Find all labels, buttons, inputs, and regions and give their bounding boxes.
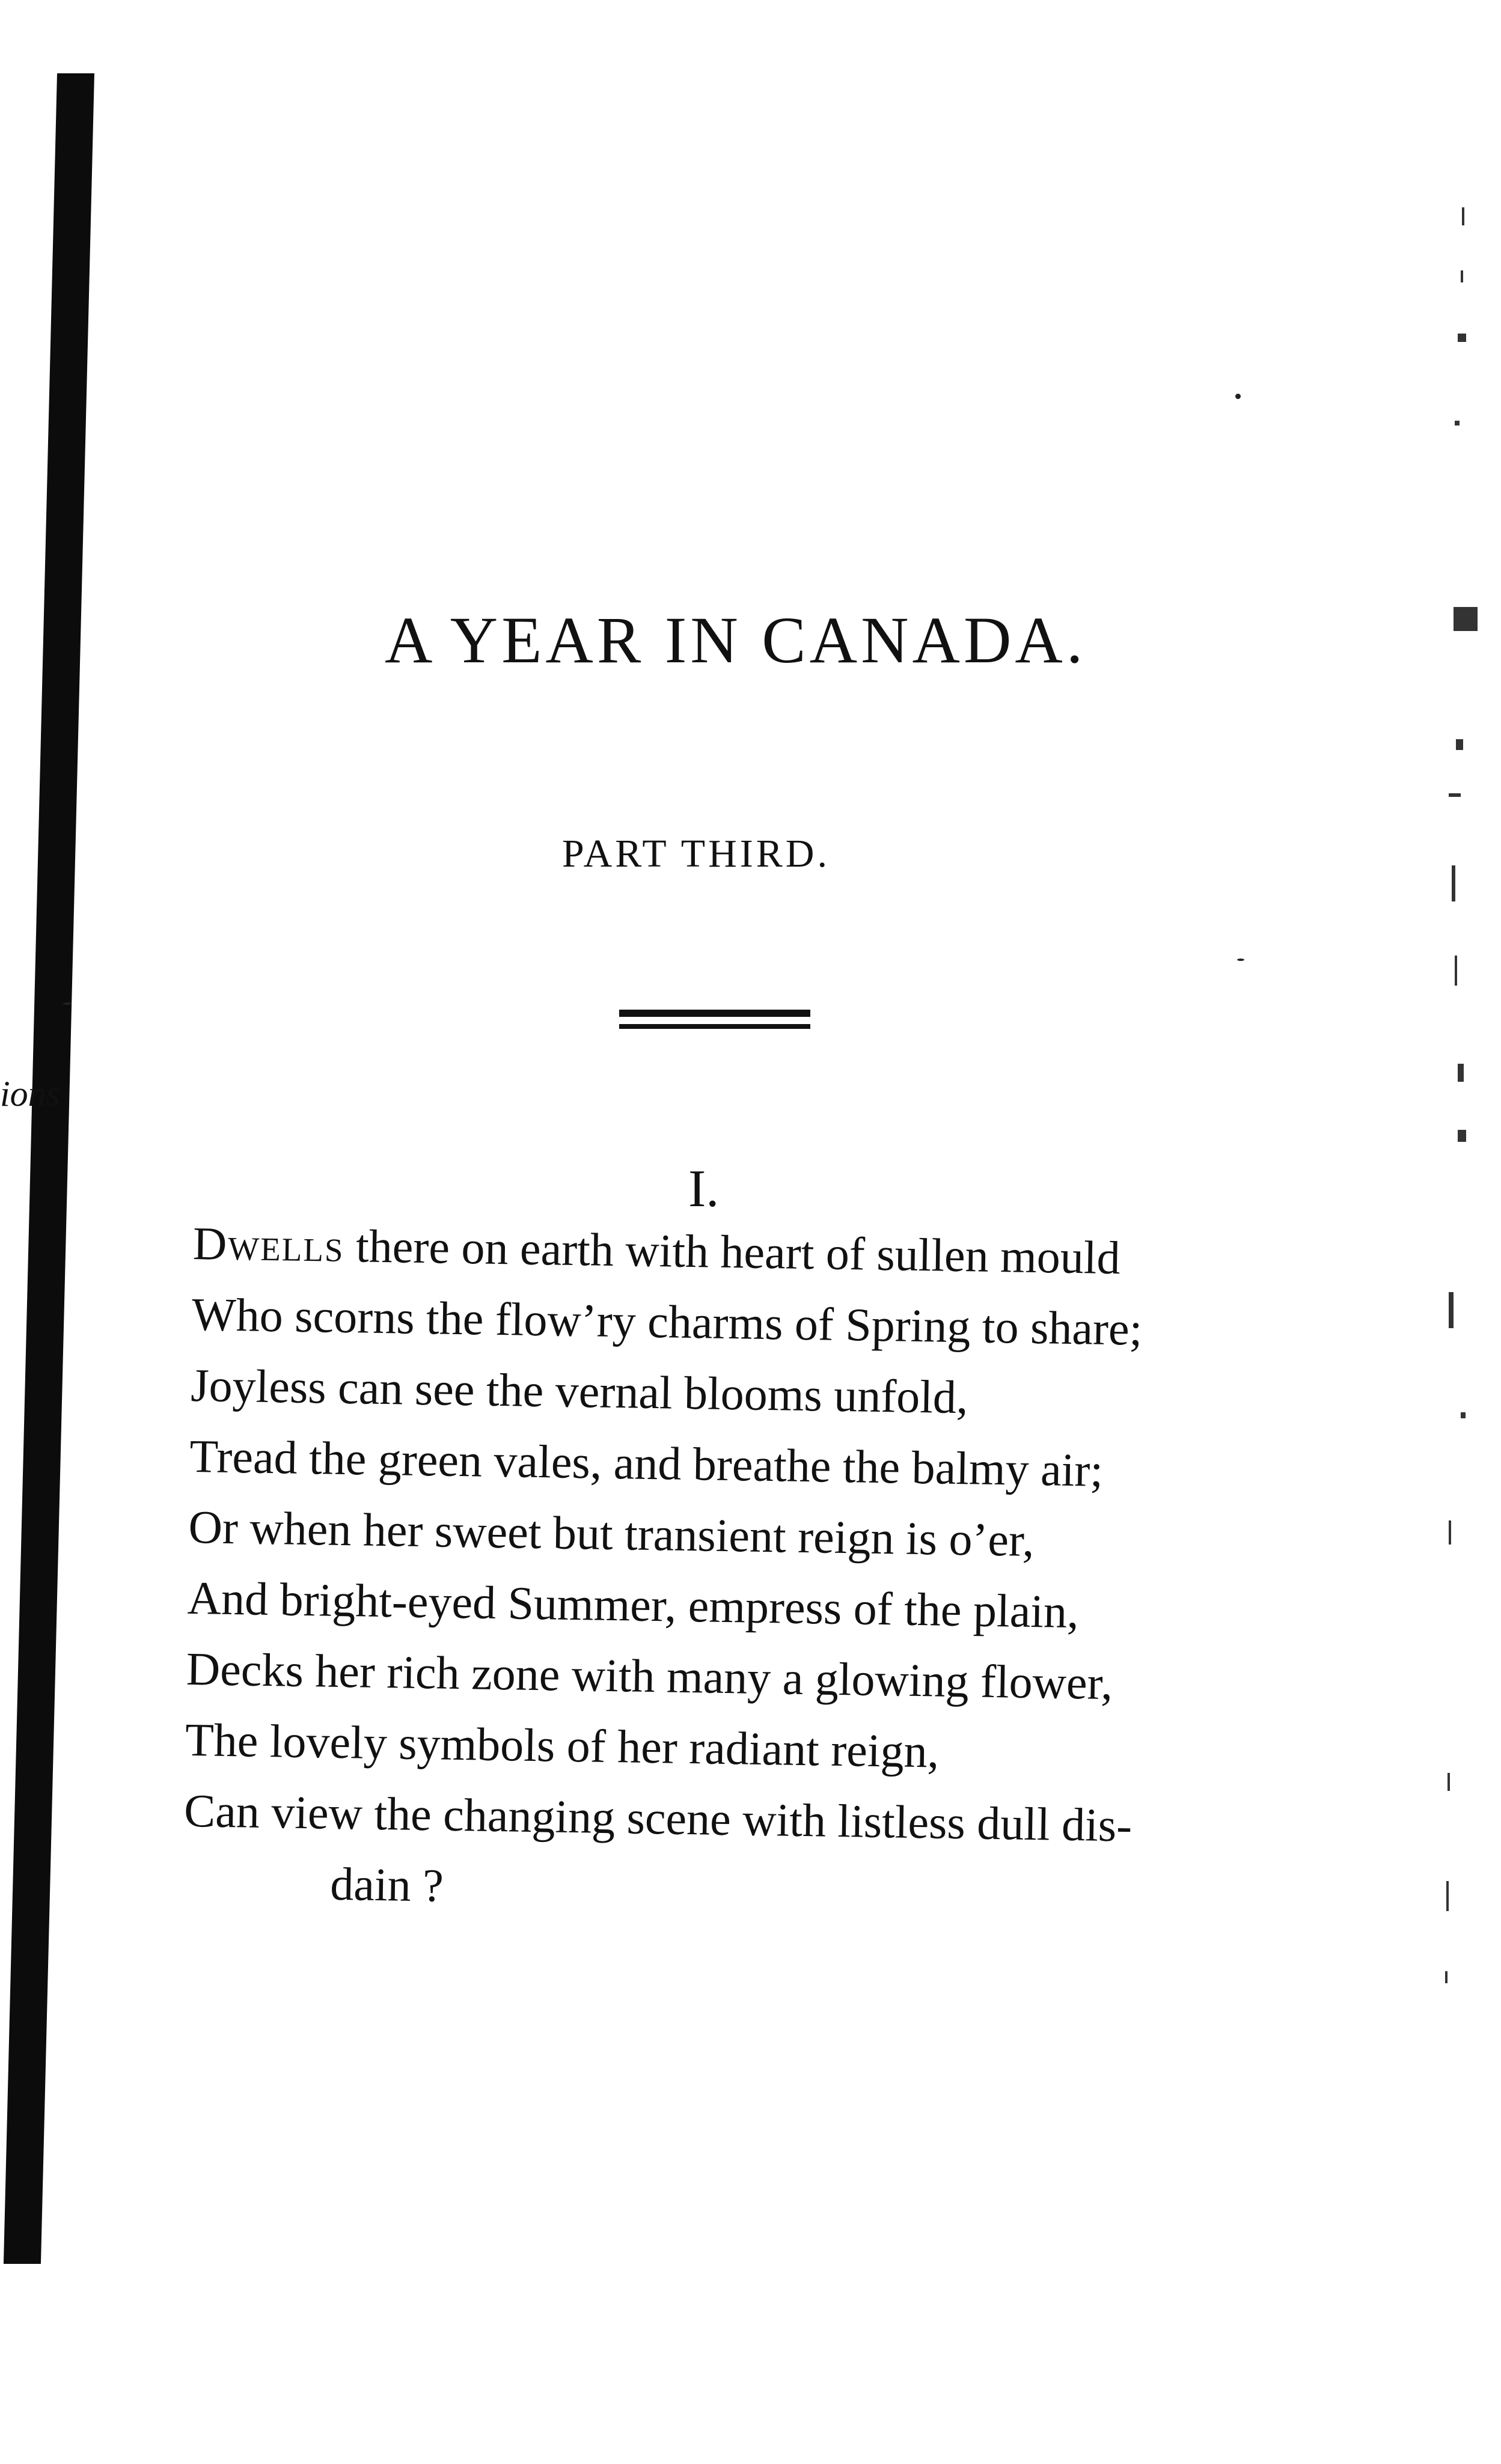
poem-line: Can view the changing scene with listless dull dis- — [183, 1784, 1133, 1852]
scan-speck — [1235, 394, 1241, 399]
scan-speck — [1237, 959, 1244, 961]
poem-line: Joyless can see the vernal blooms unfold, — [190, 1358, 969, 1424]
book-title: A YEAR IN CANADA. — [385, 603, 1087, 677]
poem-line: Or when her sweet but transient reign is o’er, — [188, 1500, 1035, 1567]
poem-line-continuation: dain ? — [329, 1857, 444, 1912]
poem-line: Decks her rich zone with many a glowing flower, — [186, 1642, 1113, 1710]
double-rule-divider — [619, 1010, 810, 1032]
right-edge-artifacts — [1425, 180, 1479, 2464]
poem-line: Tread the green vales, and breathe the balmy air; — [189, 1429, 1104, 1496]
part-heading: PART THIRD. — [562, 832, 830, 876]
poem-stanza — [182, 1208, 1215, 1933]
stanza-number: I. — [688, 1160, 720, 1218]
binding-gutter-shadow — [4, 73, 94, 2264]
margin-text-fragment: ions — [0, 1074, 61, 1114]
rule-thick — [619, 1010, 810, 1017]
poem-first-line-rest: there on earth with heart of sullen mould — [343, 1219, 1121, 1284]
scan-speck — [63, 1002, 72, 1005]
poem-line: And bright-eyed Summer, empress of the plain, — [187, 1571, 1080, 1638]
poem-line: Who scorns the flow’ry charms of Spring to share; — [191, 1287, 1143, 1355]
rule-thin — [619, 1024, 810, 1029]
poem-first-word: Dwells — [192, 1216, 345, 1272]
poem-line: The lovely symbols of her radiant reign, — [185, 1713, 940, 1778]
